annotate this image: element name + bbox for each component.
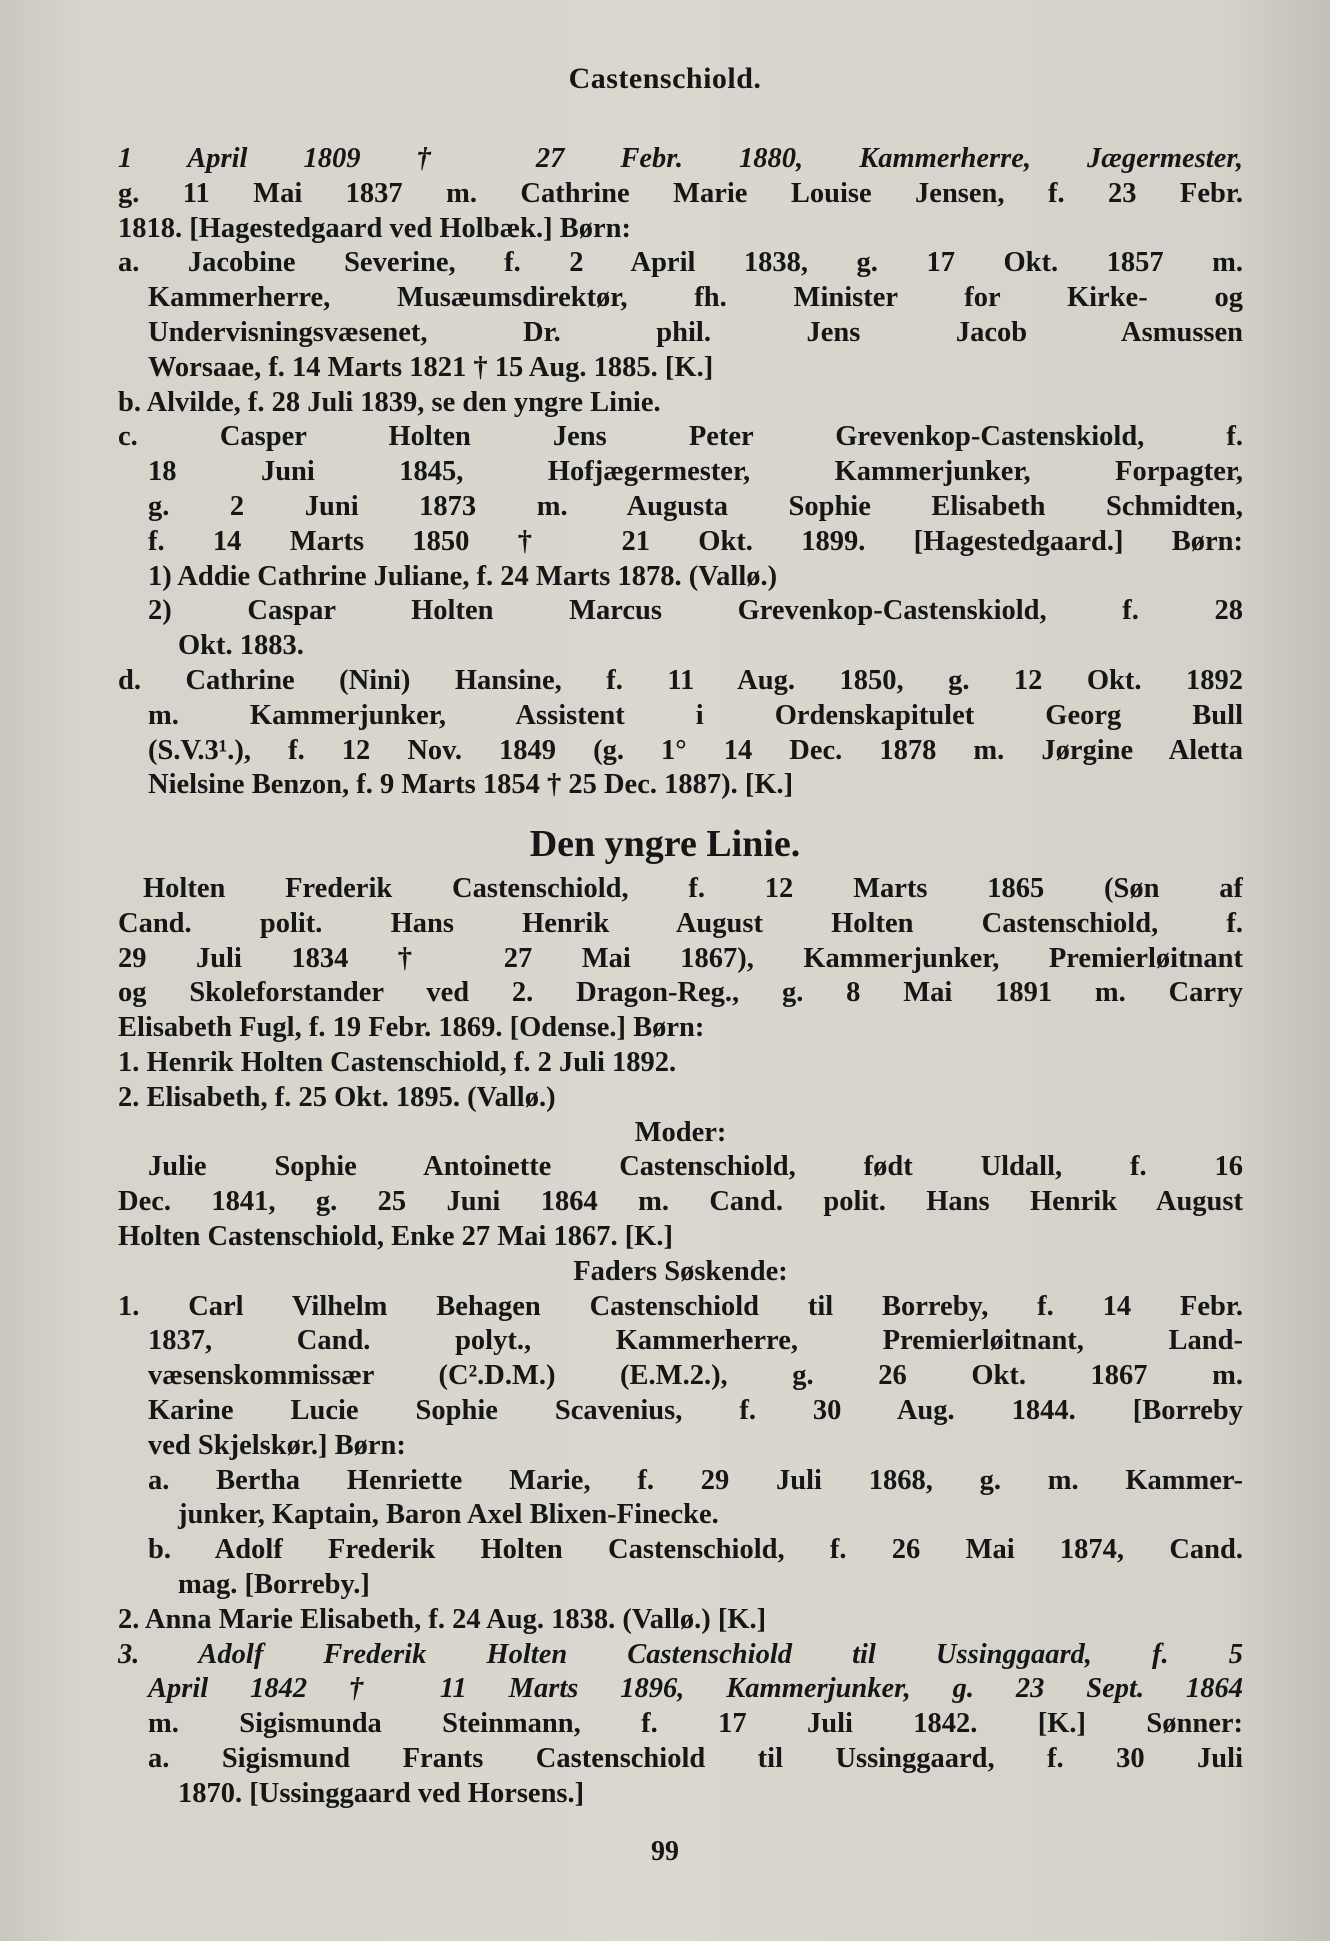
text-line: a. Sigismund Frants Castenschiold til Ussinggaard, f. 30 Juli bbox=[148, 1742, 1243, 1774]
text-line: ved Skjelskør.] Børn: bbox=[148, 1429, 406, 1461]
text-line: b. Adolf Frederik Holten Castenschiold, f. 26 Mai 1874, Cand. bbox=[148, 1534, 1243, 1566]
text-line: b. Alvilde, f. 28 Juli 1839, se den yngre Linie. bbox=[118, 386, 661, 418]
text-line: Julie Sophie Antoinette Castenschiold, født Uldall, f. 16 bbox=[148, 1151, 1243, 1183]
text-line: 1818. [Hagestedgaard ved Holbæk.] Børn: bbox=[118, 212, 631, 244]
text-line: 2. Anna Marie Elisabeth, f. 24 Aug. 1838. (Vallø.) [K.] bbox=[118, 1603, 767, 1635]
text-line: Nielsine Benzon, f. 9 Marts 1854 † 25 Dec. 1887). [K.] bbox=[148, 769, 794, 801]
text-line: 3. Adolf Frederik Holten Castenschiold til Ussinggaard, f. 5 bbox=[118, 1638, 1243, 1670]
text-line: 2. Elisabeth, f. 25 Okt. 1895. (Vallø.) bbox=[118, 1081, 556, 1113]
text-line: Kammerherre, Musæumsdirektør, fh. Minister for Kirke- og bbox=[148, 282, 1243, 314]
text-line: 1) Addie Cathrine Juliane, f. 24 Marts 1878. (Vallø.) bbox=[148, 560, 778, 592]
text-line: 1837, Cand. polyt., Kammerherre, Premierløitnant, Land- bbox=[148, 1325, 1243, 1357]
text-line: g. 11 Mai 1837 m. Cathrine Marie Louise Jensen, f. 23 Febr. bbox=[118, 177, 1243, 209]
page-number: 99 bbox=[651, 1836, 679, 1867]
family-entries-younger-line bbox=[118, 872, 1243, 1812]
text-line: 1. Henrik Holten Castenschiold, f. 2 Juli 1892. bbox=[118, 1046, 677, 1078]
text-line: d. Cathrine (Nini) Hansine, f. 11 Aug. 1850, g. 12 Okt. 1892 bbox=[118, 664, 1243, 696]
text-line: Faders Søskende: bbox=[573, 1255, 788, 1287]
text-line: 1870. [Ussinggaard ved Horsens.] bbox=[178, 1777, 585, 1809]
text-line: Moder: bbox=[634, 1116, 727, 1148]
text-line: g. 2 Juni 1873 m. Augusta Sophie Elisabeth Schmidten, bbox=[148, 490, 1243, 522]
text-line: 18 Juni 1845, Hofjægermester, Kammerjunker, Forpagter, bbox=[148, 456, 1243, 488]
text-line: April 1842 † 11 Marts 1896, Kammerjunker, g. 23 Sept. 1864 bbox=[148, 1673, 1243, 1705]
text-line: og Skoleforstander ved 2. Dragon-Reg., g. 8 Mai 1891 m. Carry bbox=[118, 977, 1243, 1009]
text-line: Karine Lucie Sophie Scavenius, f. 30 Aug. 1844. [Borreby bbox=[148, 1394, 1243, 1426]
text-line: Cand. polit. Hans Henrik August Holten Castenschiold, f. bbox=[118, 907, 1243, 939]
text-line: 1 April 1809 † 27 Febr. 1880, Kammerherre, Jægermester, bbox=[118, 143, 1243, 174]
text-line: a. Bertha Henriette Marie, f. 29 Juli 1868, g. m. Kammer- bbox=[148, 1464, 1243, 1496]
text-line: Elisabeth Fugl, f. 19 Febr. 1869. [Odense.] Børn: bbox=[118, 1012, 705, 1044]
running-header: Castenschiold. bbox=[568, 62, 762, 95]
text-line: (S.V.3¹.), f. 12 Nov. 1849 (g. 1° 14 Dec. 1878 m. Jørgine Aletta bbox=[148, 734, 1243, 766]
text-line: c. Casper Holten Jens Peter Grevenkop-Castenskiold, f. bbox=[118, 421, 1243, 453]
text-line: Worsaae, f. 14 Marts 1821 † 15 Aug. 1885. [K.] bbox=[148, 351, 714, 383]
text-line: mag. [Borreby.] bbox=[178, 1568, 370, 1600]
text-line: Holten Castenschiold, Enke 27 Mai 1867. [K.] bbox=[118, 1220, 673, 1252]
text-line: a. Jacobine Severine, f. 2 April 1838, g. 17 Okt. 1857 m. bbox=[118, 247, 1243, 279]
text-line: Dec. 1841, g. 25 Juni 1864 m. Cand. polit. Hans Henrik August bbox=[118, 1186, 1243, 1218]
text-line: Undervisningsvæsenet, Dr. phil. Jens Jacob Asmussen bbox=[148, 316, 1243, 348]
text-line: 1. Carl Vilhelm Behagen Castenschiold til Borreby, f. 14 Febr. bbox=[118, 1290, 1243, 1322]
text-line: junker, Kaptain, Baron Axel Blixen-Finecke. bbox=[178, 1499, 719, 1531]
text-line: Holten Frederik Castenschiold, f. 12 Marts 1865 (Søn af bbox=[143, 873, 1243, 904]
text-line: m. Sigismunda Steinmann, f. 17 Juli 1842. [K.] Sønner: bbox=[148, 1708, 1243, 1740]
text-line: f. 14 Marts 1850 † 21 Okt. 1899. [Hagestedgaard.] Børn: bbox=[148, 525, 1243, 557]
text-line: 2) Caspar Holten Marcus Grevenkop-Castenskiold, f. 28 bbox=[148, 595, 1243, 627]
family-entries-elder-line bbox=[118, 142, 1243, 803]
text-line: m. Kammerjunker, Assistent i Ordenskapitulet Georg Bull bbox=[148, 699, 1243, 731]
section-title: Den yngre Linie. bbox=[529, 823, 801, 865]
text-line: væsenskommissær (C².D.M.) (E.M.2.), g. 26 Okt. 1867 m. bbox=[148, 1360, 1243, 1392]
text-line: 29 Juli 1834 † 27 Mai 1867), Kammerjunker, Premierløitnant bbox=[118, 942, 1243, 974]
text-line: Okt. 1883. bbox=[178, 630, 304, 662]
